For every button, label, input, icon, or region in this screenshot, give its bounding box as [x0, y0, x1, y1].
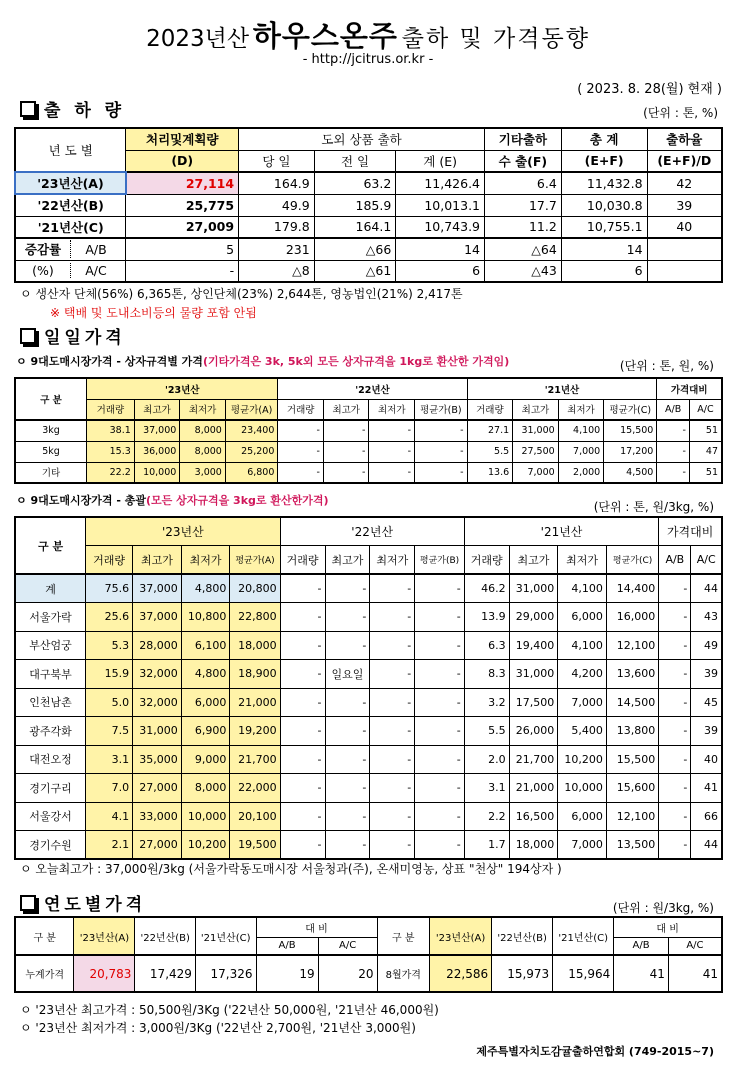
- hdr-prev: 전 일: [314, 150, 396, 172]
- title-year: 2023년산: [146, 26, 250, 52]
- checkbox-icon: [20, 895, 36, 911]
- hdr-sum: 총 계: [561, 128, 647, 150]
- table-row: 5kg 15.3 36,000 8,000 25,200 - - - - 5.5 27,500 7,000 17,200 - 47: [15, 441, 722, 462]
- hdr-gubun: 구 분: [15, 517, 86, 574]
- hdr-plan: 처리및계획량: [126, 128, 239, 150]
- hdr-etc: 기타출하: [485, 128, 562, 150]
- checkbox-icon: [20, 328, 36, 344]
- hdr-compare: 가격대비: [657, 378, 722, 399]
- yearly-price-table: 구 분 '23년산(A) '22년산(B) '21년산(C) 대 비 구 분 '23년산(A) '22년산(B) '21년산(C) 대 비 A/B A/C A/B A/C 누계가격 20,783 17,429 17,326 19 20 8월가격 22,586 15,973 15,964 41 41: [14, 916, 723, 993]
- hdr-total: 계 (E): [396, 150, 485, 172]
- section-daily-price-title: 일일가격: [20, 323, 126, 348]
- hdr-y21: '21년산: [467, 378, 657, 399]
- unit-label: (단위 : 톤, %): [643, 106, 718, 120]
- hdr-domestic: 도외 상품 출하: [239, 128, 485, 150]
- shipment-table: [14, 127, 723, 283]
- table-row: '21년산(C) 27,009 179.8 164.1 10,743.9 11.2 10,755.1 40: [15, 216, 722, 238]
- hdr-sum-ef: (E+F): [561, 150, 647, 172]
- table-row: 경기구리 7.0 27,000 8,000 22,000 - - - - 3.1 21,000 10,000 15,600 - 41: [15, 774, 722, 803]
- hdr-y21: '21년산: [464, 517, 659, 546]
- hdr-plan-d: (D): [126, 150, 239, 172]
- max-price-note: ㅇ '23년산 최고가격 : 50,500원/3Kg ('22년산 50,000원, '21년산 46,000원): [20, 1003, 439, 1017]
- table-row: '22년산(B) 25,775 49.9 185.9 10,013.1 17.7 10,030.8 39: [15, 194, 722, 216]
- table-row: (%) A/C - △8 △61 6 △43 6: [15, 260, 722, 282]
- report-date: ( 2023. 8. 28(월) 현재 ): [577, 82, 722, 97]
- market-total-price-table: 구 분 '23년산 '22년산 '21년산 가격대비 거래량 최고가 최저가 평균가(A) 거래량 최고가 최저가 평균가(B) 거래량 최고가 최저가 평균가(C) A/B A/C 계 75.6 37,000 4,800 20,800 - - - - 46.2 31,000 4,100 14,400 - 44 서울가락 25.6 37,000 10,800 22,800 - - - - 13.9 29,000 6,000 16,000 - 43 부산엄궁 5.3 28,000 6,100 18,000 - - - - 6.3 19,400 4,100 12,100 - 49 대구북부 15.9 32,000 4,800 18,900 - 일요일 - - 8.3 31,000 4,200 13,600 - 39 인천남촌 5.0 32,000 6,000 21,000 - - - - 3.2 17,500 7,000 14,500 - 45 광주각화 7.5 31,000 6,900 19,200 - - - - 5.5 26,000 5,400 13,800 - 39 대전오정 3.1 35,000 9,000 21,700 - - - - 2.0 21,700 10,200 15,500 - 40 경기구리 7.0 27,000 8,000 22,000 - - - - 3.1 21,000 10,000 15,600 - 41 서울강서 4.1 33,000 10,000 20,100 - - - - 2.2 16,500 6,000 12,100 - 66 경기수원 2.1 27,000 10,200 19,500 - - - - 1.7 18,000 7,000 13,500 - 44: [14, 516, 723, 860]
- table-row: 계 75.6 37,000 4,800 20,800 - - - - 46.2 31,000 4,100 14,400 - 44: [15, 574, 722, 603]
- sub-title-total: ㅇ 9대도매시장가격 - 총괄(모든 상자규격을 3kg로 환산한가격): [16, 494, 329, 507]
- hdr-export: 수 출(F): [485, 150, 562, 172]
- hdr-rate: 출하율: [647, 128, 722, 150]
- min-price-note: ㅇ '23년산 최저가격 : 3,000원/3Kg ('22년산 2,700원, '21년산 3,000원): [20, 1021, 416, 1035]
- table-row: 3kg 38.1 37,000 8,000 23,400 - - - - 27.1 31,000 4,100 15,500 - 51: [15, 420, 722, 441]
- section-shipment-title: 출 하 량: [20, 96, 125, 121]
- hdr-y23: '23년산: [86, 517, 281, 546]
- table-row: 증감률 A/B 5 231 △66 14 △64 14: [15, 238, 722, 260]
- today-max-note: ㅇ 오늘최고가 : 37,000원/3kg (서울가락동도매시장 서울청과(주), 온새미영농, 상표 "천상" 194상자 ): [20, 862, 562, 876]
- table-row: 누계가격 20,783 17,429 17,326 19 20 8월가격 22,586 15,973 15,964 41 41: [15, 955, 722, 992]
- page-title: [0, 14, 736, 55]
- footer-org: 제주특별자치도감귤출하연합회 (749-2015~7): [476, 1045, 714, 1058]
- hdr-compare: 가격대비: [659, 517, 722, 546]
- table-row: 기타 22.2 10,000 3,000 6,800 - - - - 13.6 7,000 2,000 4,500 - 51: [15, 462, 722, 483]
- unit-label: (단위 : 원/3kg, %): [612, 901, 714, 915]
- box-spec-price-table: 구 분 '23년산 '22년산 '21년산 가격대비 거래량 최고가 최저가 평균가(A) 거래량 최고가 최저가 평균가(B) 거래량 최고가 최저가 평균가(C) A/B A/C 3kg 38.1 37,000 8,000 23,400 - - - - 27.1 31,000 4,100 15,500 - 51 5kg 15.3 36,000 8,000 25,200 - - - - 5.5 27,500 7,000 17,200 - 47 기타 22.2 10,000 3,000 6,800 - - - - 13.6 7,000 2,000 4,500 - 51: [14, 377, 723, 484]
- table-row: 대전오정 3.1 35,000 9,000 21,700 - - - - 2.0 21,700 10,200 15,500 - 40: [15, 745, 722, 774]
- title-product: 하우스온주: [252, 19, 398, 53]
- site-url[interactable]: - http://jcitrus.or.kr -: [302, 52, 434, 67]
- checkbox-icon: [20, 101, 36, 117]
- unit-label: (단위 : 톤, 원, %): [619, 359, 714, 373]
- table-row: 부산엄궁 5.3 28,000 6,100 18,000 - - - - 6.3 19,400 4,100 12,100 - 49: [15, 631, 722, 660]
- table-row: 경기수원 2.1 27,000 10,200 19,500 - - - - 1.7 18,000 7,000 13,500 - 44: [15, 831, 722, 860]
- hdr-gubun: 구 분: [15, 378, 87, 420]
- section-yearly-price-title: 연도별가격: [20, 890, 146, 915]
- table-row: 서울가락 25.6 37,000 10,800 22,800 - - - - 13.9 29,000 6,000 16,000 - 43: [15, 603, 722, 632]
- hdr-day: 당 일: [239, 150, 315, 172]
- hdr-y23: '23년산: [87, 378, 278, 399]
- unit-label: (단위 : 톤, 원/3kg, %): [593, 500, 714, 514]
- hdr-y22: '22년산: [280, 517, 464, 546]
- delivery-note: ※ 택배 및 도내소비등의 물량 포함 안됨: [50, 306, 257, 320]
- title-rest: 출하 및 가격동향: [401, 26, 590, 52]
- table-row: 서울강서 4.1 33,000 10,000 20,100 - - - - 2.2 16,500 6,000 12,100 - 66: [15, 802, 722, 831]
- producer-note: ㅇ 생산자 단체(56%) 6,365톤, 상인단체(23%) 2,644톤, 영농법인(21%) 2,417톤: [20, 287, 463, 301]
- hdr-year: 년 도 별: [15, 128, 126, 172]
- table-row: 광주각화 7.5 31,000 6,900 19,200 - - - - 5.5 26,000 5,400 13,800 - 39: [15, 717, 722, 746]
- table-row: '23년산(A) 27,114 164.9 63.2 11,426.4 6.4 11,432.8 42: [15, 172, 722, 194]
- table-row: 대구북부 15.9 32,000 4,800 18,900 - 일요일 - - 8.3 31,000 4,200 13,600 - 39: [15, 660, 722, 689]
- hdr-rate-formula: (E+F)/D: [647, 150, 722, 172]
- sub-title-box-spec: ㅇ 9대도매시장가격 - 상자규격별 가격(기타가격은 3k, 5k외 모든 상자규격을 1kg로 환산한 가격임): [16, 355, 510, 368]
- hdr-y22: '22년산: [278, 378, 467, 399]
- table-row: 인천남촌 5.0 32,000 6,000 21,000 - - - - 3.2 17,500 7,000 14,500 - 45: [15, 688, 722, 717]
